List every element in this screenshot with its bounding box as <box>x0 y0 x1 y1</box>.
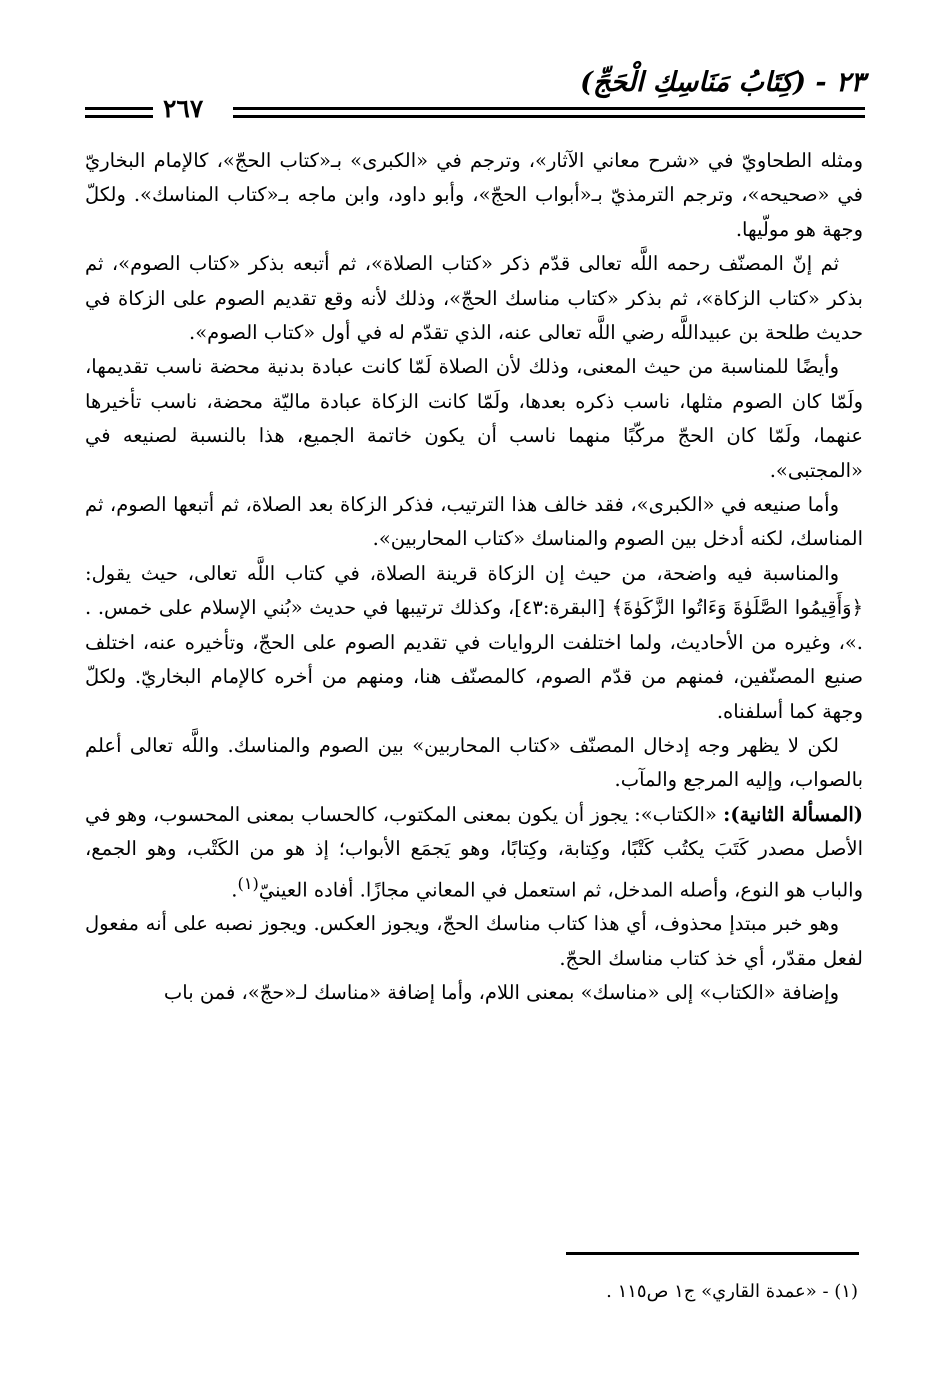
main-text <box>85 144 863 1011</box>
masala-text: «الكتاب»: يجوز أن يكون بمعنى المكتوب، كالحساب بمعنى المحسوب، وهو في الأصل مصدر كَتَبَ يكتُب كَتْبًا، وكِتابة، وكِتابًا، وهو يَجمَع الأبواب؛ إذ هو من الكَتْب، وهو الجمع، والباب هو النوع، وأصله المدخل، ثم استعمل في المعاني مجازًا. أفاده العينيّ <box>85 802 863 902</box>
header-rule-right-top <box>233 107 865 110</box>
page-header <box>85 60 865 130</box>
paragraph: وأما صنيعه في «الكبرى»، فقد خالف هذا الترتيب، فذكر الزكاة بعد الصلاة، ثم أتبعها الصوم، ثم المناسك، لكنه أدخل بين الصوم والمناسك «كتاب المحاربين». <box>85 493 863 551</box>
header-rule-left-bottom <box>85 115 153 118</box>
masala-heading: (المسألة الثانية): <box>723 802 863 826</box>
paragraph: ومثله الطحاويّ في «شرح معاني الآثار»، وترجم في «الكبرى» بـ«كتاب الحجّ»، كالإمام البخاريّ في «صحيحه»، وترجم الترمذيّ بـ«أبواب الحجّ»، وأبو داود، وابن ماجه بـ«كتاب المناسك». ولكلّ وجهة هو مولّيها. <box>85 149 863 241</box>
paragraph: ثم إنّ المصنّف رحمه اللَّه تعالى قدّم ذكر «كتاب الصلاة»، ثم أتبعه بذكر «كتاب الصوم»، ثم بذكر «كتاب الزكاة»، ثم بذكر «كتاب مناسك الحجّ»، وذلك لأنه وقع تقديم الصوم على الزكاة في حديث طلحة بن عبيداللَّه رضي اللَّه تعالى عنه، الذي تقدّم له في أول «كتاب الصوم». <box>85 252 863 345</box>
masala-paragraph: (المسألة الثانية): «الكتاب»: يجوز أن يكون بمعنى المكتوب، كالحساب بمعنى المحسوب، وهو في الأصل مصدر كَتَبَ يكتُب كَتْبًا، وكِتابة، وكِتابًا، وهو يَجمَع الأبواب؛ إذ هو من الكَتْب، وهو الجمع، والباب هو النوع، وأصله المدخل، ثم استعمل في المعاني مجازًا. أفاده العينيّ$^{(١)}$. <box>85 802 863 902</box>
chapter-title: ٢٣ - (كِتَابُ مَنَاسِكِ الْحَجِّ) <box>580 67 865 98</box>
paragraph: وإضافة «الكتاب» إلى «مناسك» بمعنى اللام، وأما إضافة «مناسك لـ«حجّ»، فمن باب <box>163 981 839 1005</box>
paragraph: والمناسبة فيه واضحة، من حيث إن الزكاة قرينة الصلاة، في كتاب اللَّه تعالى، حيث يقول: ﴿وَأَقِيمُوا الصَّلَوٰةَ وَءَاتُوا الزَّكَوٰةَ﴾ [البقرة:٤٣]، وكذلك ترتيبها في حديث «بُني الإسلام على خمس. . .»، وغيره من الأحاديث، ولما اختلفت الروايات في تقديم الصوم على الحجّ، وتأخيره عنه، اختلف صنيع المصنّفين، فمنهم من قدّم الصوم، كالمصنّف هنا، ومنهم من أخره كالإمام البخاريّ. ولكلّ وجهة كما أسلفناه. <box>85 561 863 723</box>
paragraph: وهو خبر مبتدإ محذوف، أي هذا كتاب مناسك الحجّ، ويجوز العكس. ويجوز نصبه على أنه مفعول لفعل مقدّر، أي خذ كتاب مناسك الحجّ. <box>85 912 863 970</box>
page-number: ٢٦٧ <box>163 94 204 123</box>
footnote-divider <box>566 1252 859 1255</box>
footnote: (١) - «عمدة القاري» ج١ ص١١٥ . <box>606 1281 858 1302</box>
paragraph: وأيضًا للمناسبة من حيث المعنى، وذلك لأن الصلاة لَمّا كانت عبادة بدنية محضة ناسب تقديمها، ولَمّا كان الصوم مثلها، ناسب ذكره بعدها، ولَمّا كانت الزكاة عبادة ماليّة محضة، ناسب تأخيرها عنهما، ولَمّا كان الحجّ مركّبًا منهما ناسب أن يكون خاتمة الجميع، هذا بالنسبة لصنيعه في «المجتبى». <box>85 355 863 482</box>
header-rule-left-top <box>85 107 153 110</box>
paragraph: لكن لا يظهر وجه إدخال المصنّف «كتاب المحاربين» بين الصوم والمناسك. واللَّه تعالى أعلم بالصواب، وإليه المرجع والمآب. <box>85 733 863 792</box>
header-rule-right-bottom <box>233 115 865 118</box>
footnote-marker: (١) <box>237 873 259 893</box>
